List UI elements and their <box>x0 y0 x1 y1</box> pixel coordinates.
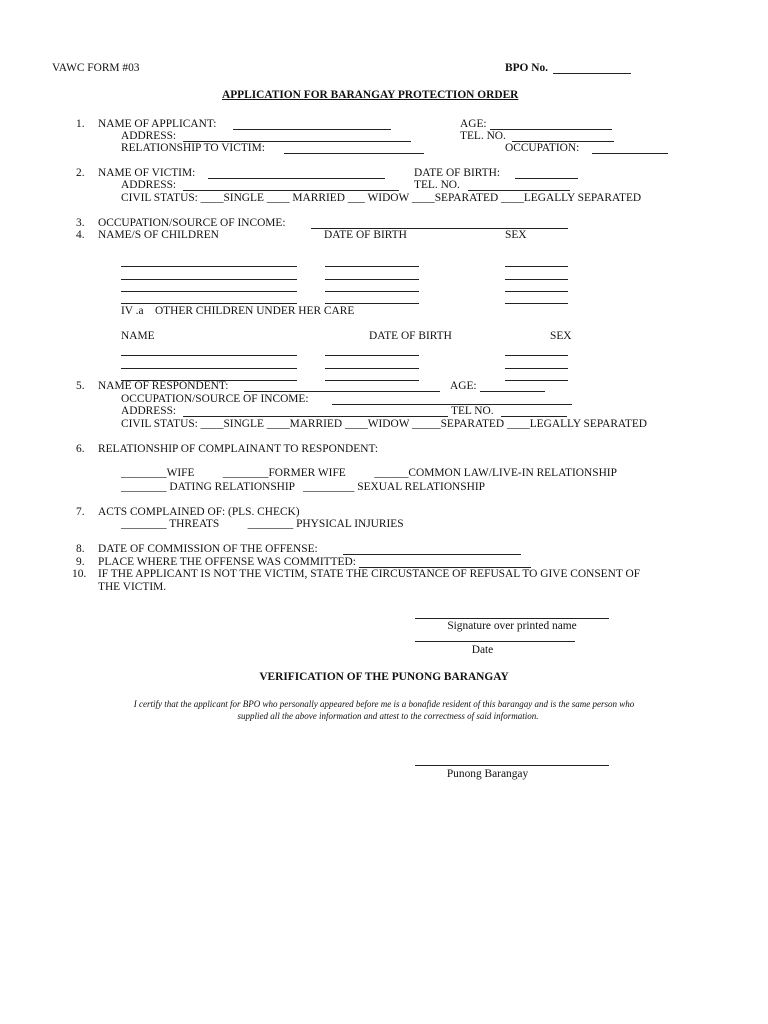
respondent-occupation-label: OCCUPATION/SOURCE OF INCOME: <box>121 393 309 405</box>
child-name-field[interactable] <box>121 303 297 304</box>
victim-dob-field[interactable] <box>515 178 578 179</box>
item-number-5: 5. <box>76 380 85 392</box>
victim-name-label: NAME OF VICTIM: <box>98 167 196 179</box>
child-sex-field[interactable] <box>505 266 568 267</box>
victim-civil-status[interactable]: CIVIL STATUS: ____SINGLE ____ MARRIED ___ WIDOW ____SEPARATED ____LEGALLY SEPARATED <box>121 192 642 204</box>
verification-text-line-2: supplied all the above information and attest to the correctness of said information. <box>237 711 539 721</box>
child-name-field[interactable] <box>121 266 297 267</box>
respondent-tel-label: TEL NO. <box>451 405 494 417</box>
respondent-age-label: AGE: <box>450 380 477 392</box>
verification-title: VERIFICATION OF THE PUNONG BARANGAY <box>259 671 509 683</box>
item-number-9: 9. <box>76 556 85 568</box>
applicant-occupation-label: OCCUPATION: <box>505 142 580 154</box>
victim-dob-label: DATE OF BIRTH: <box>414 167 501 179</box>
relationship-options-row-2[interactable]: ________ DATING RELATIONSHIP _________ SEXUAL RELATIONSHIP <box>121 481 485 493</box>
item-number-8: 8. <box>76 543 85 555</box>
children-name-header: NAME/S OF CHILDREN <box>98 229 219 241</box>
other-child-dob-field[interactable] <box>325 355 419 356</box>
item-number-7: 7. <box>76 506 85 518</box>
verification-text-line-1: I certify that the applicant for BPO who personally appeared before me is a bonafide resident of this barangay and is the same person who <box>133 699 635 709</box>
refusal-question-line-1: IF THE APPLICANT IS NOT THE VICTIM, STATE THE CIRCUSTANCE OF REFUSAL TO GIVE CONSENT OF <box>98 568 641 580</box>
applicant-relationship-label: RELATIONSHIP TO VICTIM: <box>121 142 265 154</box>
date-line[interactable] <box>415 641 575 642</box>
child-sex-field[interactable] <box>505 291 568 292</box>
child-sex-field[interactable] <box>505 279 568 280</box>
child-dob-field[interactable] <box>325 266 419 267</box>
item-number-10: 10. <box>72 568 87 580</box>
other-child-dob-field[interactable] <box>325 380 419 381</box>
victim-address-label: ADDRESS: <box>121 179 177 191</box>
child-name-field[interactable] <box>121 279 297 280</box>
other-children-label: IV .a OTHER CHILDREN UNDER HER CARE <box>121 305 355 317</box>
other-children-sex-header: SEX <box>550 330 572 342</box>
other-child-dob-field[interactable] <box>325 368 419 369</box>
child-name-field[interactable] <box>121 291 297 292</box>
relationship-options-row-1[interactable]: ________WIFE ________FORMER WIFE ______COMMON LAW/LIVE-IN RELATIONSHIP <box>121 467 617 479</box>
child-dob-field[interactable] <box>325 279 419 280</box>
respondent-tel-field[interactable] <box>501 416 567 417</box>
item-number-1: 1. <box>76 118 85 130</box>
punong-barangay-label: Punong Barangay <box>446 768 529 780</box>
respondent-civil-status[interactable]: CIVIL STATUS: ____SINGLE ____MARRIED ____WIDOW _____SEPARATED ____LEGALLY SEPARATED <box>121 418 648 430</box>
item-number-6: 6. <box>76 443 85 455</box>
respondent-age-field[interactable] <box>480 391 545 392</box>
applicant-age-label: AGE: <box>460 118 487 130</box>
item-number-2: 2. <box>76 167 85 179</box>
punong-barangay-signature-line[interactable] <box>415 765 609 766</box>
applicant-relationship-field[interactable] <box>284 153 424 154</box>
other-child-name-field[interactable] <box>121 368 297 369</box>
child-dob-field[interactable] <box>325 291 419 292</box>
other-child-name-field[interactable] <box>121 355 297 356</box>
respondent-name-label: NAME OF RESPONDENT: <box>98 380 229 392</box>
respondent-address-label: ADDRESS: <box>121 405 177 417</box>
victim-tel-field[interactable] <box>468 190 570 191</box>
victim-address-field[interactable] <box>183 190 399 191</box>
refusal-question-line-2: THE VICTIM. <box>98 581 167 593</box>
signature-line[interactable] <box>415 618 609 619</box>
applicant-name-label: NAME OF APPLICANT: <box>98 118 217 130</box>
bpo-number-field[interactable] <box>553 73 631 74</box>
other-child-sex-field[interactable] <box>505 368 568 369</box>
offense-date-label: DATE OF COMMISSION OF THE OFFENSE: <box>98 543 318 555</box>
form-title: APPLICATION FOR BARANGAY PROTECTION ORDER <box>222 89 519 101</box>
form-code: VAWC FORM #03 <box>52 62 140 74</box>
children-sex-header: SEX <box>505 229 527 241</box>
signature-label: Signature over printed name <box>447 620 577 632</box>
child-dob-field[interactable] <box>325 303 419 304</box>
offense-place-label: PLACE WHERE THE OFFENSE WAS COMMITTED: <box>98 556 356 568</box>
applicant-address-label: ADDRESS: <box>121 130 177 142</box>
child-sex-field[interactable] <box>505 303 568 304</box>
victim-occupation-label: OCCUPATION/SOURCE OF INCOME: <box>98 217 286 229</box>
victim-tel-label: TEL. NO. <box>414 179 460 191</box>
applicant-tel-label: TEL. NO. <box>460 130 506 142</box>
item-number-3: 3. <box>76 217 85 229</box>
relationship-question: RELATIONSHIP OF COMPLAINANT TO RESPONDENT: <box>98 443 379 455</box>
other-child-sex-field[interactable] <box>505 380 568 381</box>
acts-complained-question: ACTS COMPLAINED OF: (PLS. CHECK) <box>98 506 300 518</box>
respondent-name-field[interactable] <box>244 391 440 392</box>
bpo-number-label: BPO No. <box>505 62 549 74</box>
item-number-4: 4. <box>76 229 85 241</box>
applicant-occupation-field[interactable] <box>592 153 668 154</box>
respondent-address-field[interactable] <box>183 416 448 417</box>
victim-name-field[interactable] <box>208 178 385 179</box>
applicant-age-field[interactable] <box>490 129 612 130</box>
other-child-sex-field[interactable] <box>505 355 568 356</box>
other-children-name-header: NAME <box>121 330 155 342</box>
acts-complained-options[interactable]: ________ THREATS ________ PHYSICAL INJURIES <box>121 518 404 530</box>
other-children-dob-header: DATE OF BIRTH <box>369 330 452 342</box>
children-dob-header: DATE OF BIRTH <box>324 229 407 241</box>
offense-date-field[interactable] <box>343 554 521 555</box>
date-label: Date <box>471 644 494 656</box>
applicant-name-field[interactable] <box>233 129 391 130</box>
